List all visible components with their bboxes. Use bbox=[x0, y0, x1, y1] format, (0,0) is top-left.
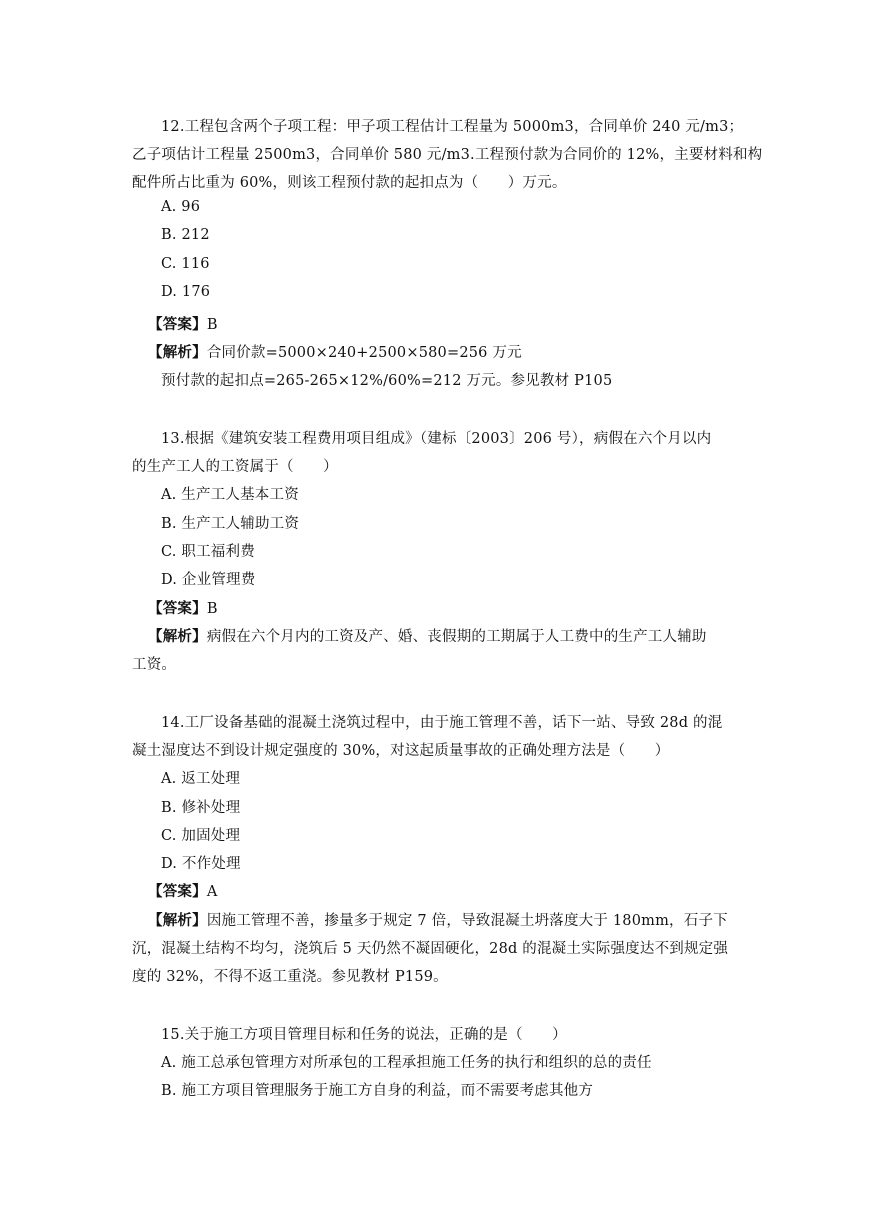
q12-option-c: C. 116 bbox=[161, 256, 210, 272]
q14-option-c: C. 加固处理 bbox=[161, 828, 241, 844]
q12-option-d: D. 176 bbox=[161, 284, 211, 300]
q12-answer bbox=[148, 313, 218, 334]
answer-value: B bbox=[206, 601, 218, 617]
q12-analysis-line-2: 预付款的起扣点=265-265×12%/60%=212 万元。参见教材 P105 bbox=[161, 373, 613, 389]
q14-analysis-line-3: 度的 32%，不得不返工重浇。参见教材 P159。 bbox=[132, 969, 448, 985]
q14-stem-line-2: 凝土湿度达不到设计规定强度的 30%，对这起质量事故的正确处理方法是（ ） bbox=[132, 743, 670, 759]
q12-stem-line-3: 配件所占比重为 60%，则该工程预付款的起扣点为（ ）万元。 bbox=[132, 175, 567, 191]
q14-analysis-line-1 bbox=[148, 909, 728, 930]
answer-label: 【答案】 bbox=[148, 316, 207, 333]
q13-stem-line-1: 13.根据《建筑安装工程费用项目组成》（建标〔2003〕206 号），病假在六个月以内 bbox=[161, 431, 712, 447]
answer-label: 【答案】 bbox=[148, 883, 207, 900]
q12-option-b: B. 212 bbox=[161, 227, 210, 243]
q13-option-d: D. 企业管理费 bbox=[161, 572, 256, 588]
q14-option-b: B. 修补处理 bbox=[161, 800, 241, 816]
analysis-label: 【解析】 bbox=[148, 912, 207, 929]
q12-analysis-line-1 bbox=[148, 341, 522, 362]
q13-option-b: B. 生产工人辅助工资 bbox=[161, 516, 300, 532]
q15-option-a: A. 施工总承包管理方对所承包的工程承担施工任务的执行和组织的总的责任 bbox=[161, 1055, 652, 1071]
q13-stem-line-2: 的生产工人的工资属于（ ） bbox=[132, 459, 338, 475]
answer-value: B bbox=[206, 317, 218, 333]
q13-option-a: A. 生产工人基本工资 bbox=[161, 487, 299, 503]
q14-option-d: D. 不作处理 bbox=[161, 856, 241, 872]
q14-analysis-line-2: 沉，混凝土结构不均匀，浇筑后 5 天仍然不凝固硬化，28d 的混凝土实际强度达不到规定强 bbox=[132, 941, 729, 957]
q13-answer bbox=[148, 597, 218, 618]
q13-analysis-line-2: 工资。 bbox=[132, 657, 177, 673]
q15-option-b: B. 施工方项目管理服务于施工方自身的利益，而不需要考虑其他方 bbox=[161, 1083, 594, 1099]
analysis-label: 【解析】 bbox=[148, 628, 207, 645]
analysis-label: 【解析】 bbox=[148, 344, 207, 361]
q13-option-c: C. 职工福利费 bbox=[161, 544, 255, 560]
q14-stem-line-1: 14.工厂设备基础的混凝土浇筑过程中，由于施工管理不善，话下一站、导致 28d 的混 bbox=[161, 715, 723, 731]
q12-option-a: A. 96 bbox=[161, 199, 201, 215]
answer-value: A bbox=[206, 884, 218, 900]
q13-analysis-line-1 bbox=[148, 625, 707, 646]
q14-answer bbox=[148, 880, 217, 901]
analysis-text: 合同价款=5000×240+2500×580=256 万元 bbox=[206, 345, 522, 361]
analysis-text: 因施工管理不善，掺量多于规定 7 倍，导致混凝土坍落度大于 180mm，石子下 bbox=[206, 913, 728, 929]
answer-label: 【答案】 bbox=[148, 600, 207, 617]
q12-stem-line-1: 12.工程包含两个子项工程：甲子项工程估计工程量为 5000m3，合同单价 240 元/m3； bbox=[161, 119, 744, 135]
q14-option-a: A. 返工处理 bbox=[161, 771, 241, 787]
analysis-text: 病假在六个月内的工资及产、婚、丧假期的工期属于人工费中的生产工人辅助 bbox=[206, 629, 707, 645]
q12-stem-line-2: 乙子项估计工程量 2500m3，合同单价 580 元/m3.工程预付款为合同价的 12%，主要材料和构 bbox=[132, 147, 763, 163]
q15-stem-line-1: 15.关于施工方项目管理目标和任务的说法，正确的是（ ） bbox=[161, 1027, 567, 1043]
